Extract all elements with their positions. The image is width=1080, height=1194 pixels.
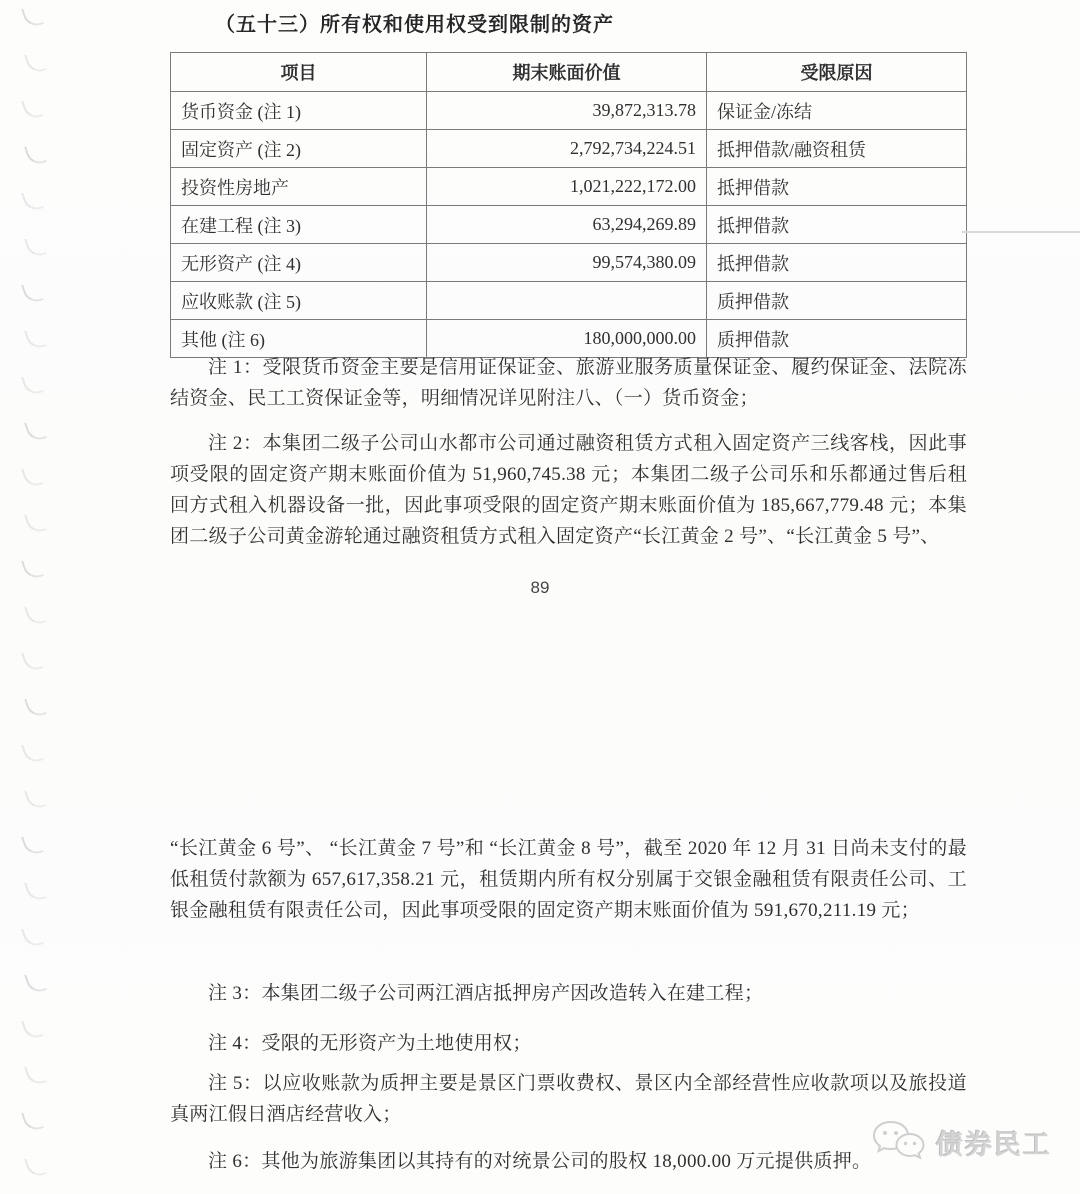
binding-mark [21,280,44,305]
watermark [870,1118,1052,1166]
binding-mark [24,510,47,535]
binding-mark [24,786,47,811]
binding-mark [21,740,44,765]
table-row [171,206,967,244]
table-row [171,168,967,206]
cell-reason: 抵押借款 [707,244,967,282]
table-row [171,130,967,168]
cell-value: 1,021,222,172.00 [427,168,707,206]
cell-value: 2,792,734,224.51 [427,130,707,168]
note-5: 注 5：以应收账款为质押主要是景区门票收费权、景区内全部经营性应收款项以及旅投道真两江假日酒店经营收入； [170,1073,967,1125]
binding-mark [24,418,47,443]
cell-reason: 抵押借款 [707,206,967,244]
cell-item: 其他 (注 6) [171,320,427,358]
cell-item: 货币资金 (注 1) [171,92,427,130]
cell-reason: 抵押借款 [707,168,967,206]
col-header-item: 项目 [171,53,427,92]
binding-mark [24,234,47,259]
cell-item: 在建工程 (注 3) [171,206,427,244]
binding-mark [21,832,44,857]
binding-mark [24,878,47,903]
cell-item: 应收账款 (注 5) [171,282,427,320]
cell-reason: 保证金/冻结 [707,92,967,130]
cell-item: 投资性房地产 [171,168,427,206]
cell-value: 99,574,380.09 [427,244,707,282]
scan-artifact-line [962,231,1080,233]
note-1: 注 1：受限货币资金主要是信用证保证金、旅游业服务质量保证金、履约保证金、法院冻结资金、民工工资保证金等，明细情况详见附注八、（一）货币资金； [170,357,967,409]
cell-item: 无形资产 (注 4) [171,244,427,282]
table-row [171,92,967,130]
cell-reason: 抵押借款/融资租赁 [707,130,967,168]
cell-reason: 质押借款 [707,320,967,358]
cell-value: 63,294,269.89 [427,206,707,244]
binding-mark [21,188,44,213]
col-header-reason: 受限原因 [707,53,967,92]
page-number: 89 [530,578,550,597]
binding-mark [24,142,47,167]
binding-mark [21,1016,44,1041]
cell-reason: 质押借款 [707,282,967,320]
note-2-continued: “长江黄金 6 号”、 “长江黄金 7 号”和 “长江黄金 8 号”，截至 2020 年 12 月 31 日尚未支付的最低租赁付款额为 657,617,358.21 元，租赁期内所有权分别属于交银金融租赁有限责任公司、工银金融租赁有限责任公司，因此事项受限的固定资产期末账面价值为 591,670,211.19 元； [170,838,967,921]
table-row [171,282,967,320]
note-3: 注 3：本集团二级子公司两江酒店抵押房产因改造转入在建工程； [208,983,764,1004]
table-row [171,244,967,282]
binding-mark [24,326,47,351]
binding-mark [24,1062,47,1087]
table-header-row [171,53,967,92]
binding-mark [21,372,44,397]
binding-mark [21,648,44,673]
note-6: 注 6：其他为旅游集团以其持有的对统景公司的股权 18,000.00 万元提供质押。 [208,1151,872,1172]
wechat-bubbles-icon [870,1118,928,1166]
binding-mark [24,970,47,995]
cell-value: 180,000,000.00 [427,320,707,358]
binding-mark [21,464,44,489]
binding-mark [24,50,47,75]
note-2: 注 2：本集团二级子公司山水都市公司通过融资租赁方式租入固定资产三线客栈，因此事项受限的固定资产期末账面价值为 51,960,745.38 元；本集团二级子公司乐和乐都通过售后租回方式租入机器设备一批，因此事项受限的固定资产期末账面价值为 185,667,779.48 元；本集团二级子公司黄金游轮通过融资租赁方式租入固定资产“长江黄金 2 号”、“长江黄金 5 号”、 [170,433,967,547]
section-title: （五十三）所有权和使用权受到限制的资产 [215,14,614,36]
binding-mark [21,4,44,29]
note-4: 注 4：受限的无形资产为土地使用权； [208,1033,532,1054]
cell-value [427,282,707,320]
binding-mark [24,1154,47,1179]
binding-mark [24,602,47,627]
restricted-assets-table [170,52,967,358]
col-header-value: 期末账面价值 [427,53,707,92]
binding-mark [21,924,44,949]
binding-mark [24,694,47,719]
binding-mark [21,1108,44,1133]
cell-value: 39,872,313.78 [427,92,707,130]
cell-item: 固定资产 (注 2) [171,130,427,168]
binding-mark [21,96,44,121]
watermark-label: 债券民工 [936,1129,1052,1160]
